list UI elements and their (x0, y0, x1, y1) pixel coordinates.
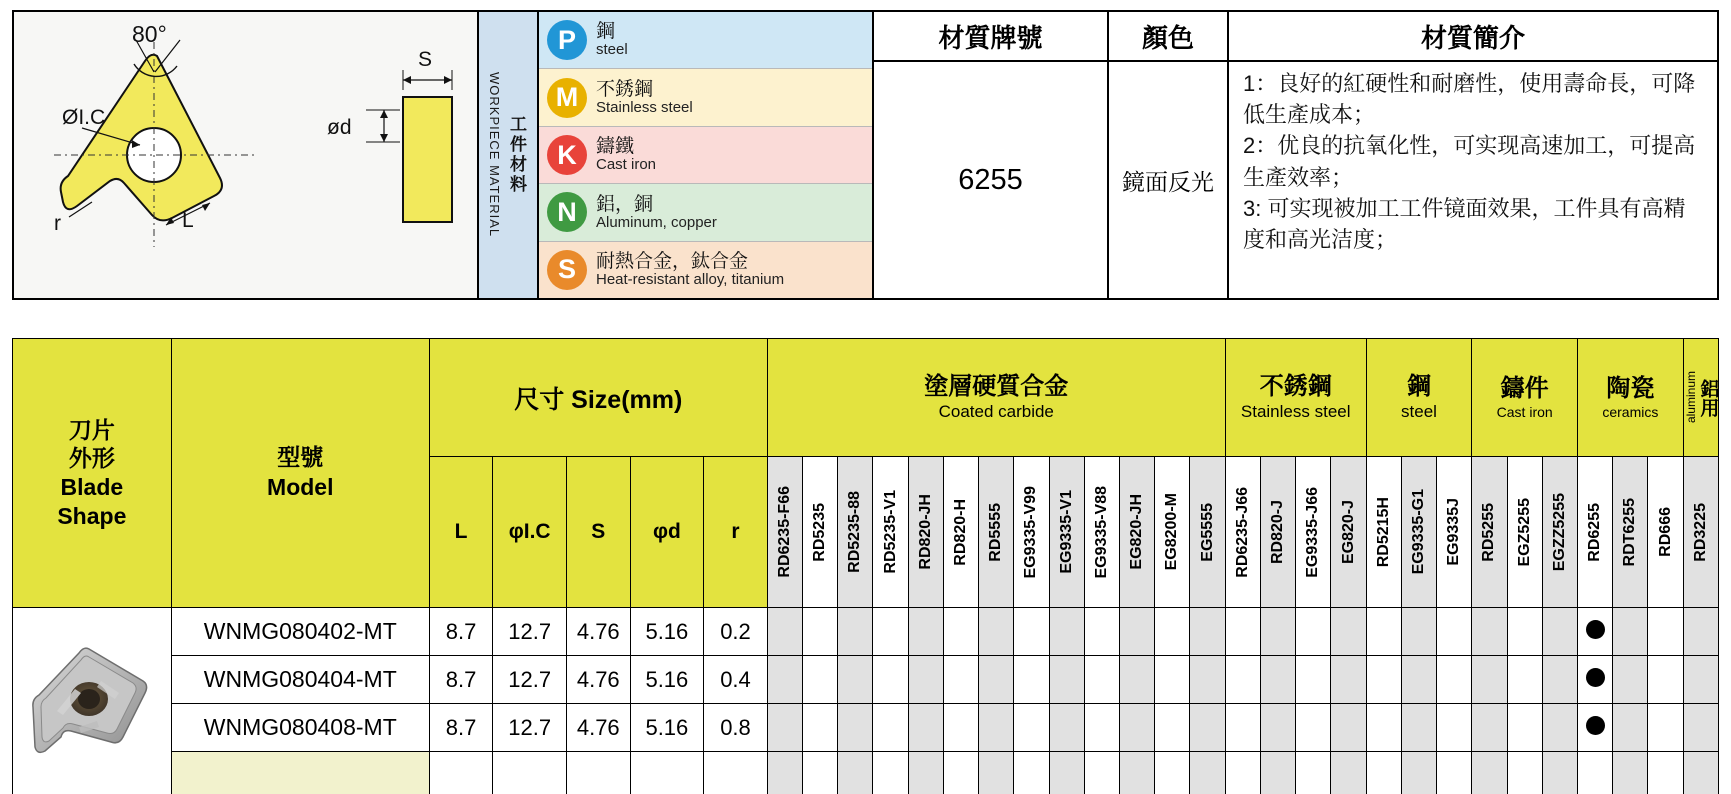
cell-grade-7 (1014, 656, 1049, 704)
cell-grade-3 (873, 608, 908, 656)
cell-grade-21-empty (1507, 752, 1542, 794)
cell-grade-6 (979, 704, 1014, 752)
cell-grade-16-empty (1331, 752, 1366, 794)
cell-grade-12 (1190, 704, 1225, 752)
blade-shape-cn2: 外形 (68, 445, 115, 472)
material-cn-p: 鋼 (596, 21, 616, 43)
cell-grade-20 (1472, 704, 1507, 752)
cell-l: 8.7 (429, 656, 492, 704)
cell-r: 0.8 (704, 704, 768, 752)
cell-grade-1-empty (802, 752, 837, 794)
grade-value: 6255 (958, 163, 1023, 196)
material-cn-n: 鋁，銅 (596, 193, 654, 215)
cell-model: WNMG080404-MT (171, 656, 429, 704)
cell-d: 5.16 (630, 704, 704, 752)
cell-grade-8 (1049, 656, 1084, 704)
material-code-p: P (547, 20, 587, 60)
cell-grade-16 (1331, 656, 1366, 704)
cell-grade-17 (1366, 656, 1401, 704)
header-grade-3: RD5235-V1 (873, 457, 908, 608)
cell-grade-10 (1119, 608, 1154, 656)
material-row-k (539, 127, 872, 184)
header-group-ceramics (1578, 339, 1684, 457)
cell-d: 5.16 (630, 608, 704, 656)
cell-model-empty (171, 752, 429, 794)
cell-l: 8.7 (429, 608, 492, 656)
header-grade-24: RDT6255 (1613, 457, 1648, 608)
cell-grade-23-empty (1578, 752, 1613, 794)
blade-shape-en1: Blade (60, 474, 124, 500)
cell-grade-11 (1155, 704, 1190, 752)
header-grade-19: EG9335J (1437, 457, 1472, 608)
cell-grade-6 (979, 656, 1014, 704)
cell-grade-13 (1225, 608, 1260, 656)
size-label: 尺寸 Size(mm) (514, 385, 683, 414)
cell-grade-15-empty (1296, 752, 1331, 794)
group-steel-en: steel (1401, 401, 1437, 421)
material-en-s: Heat-resistant alloy, titanium (596, 270, 785, 288)
header-size-l: L (429, 457, 492, 608)
cell-grade-7 (1014, 608, 1049, 656)
cell-grade-1 (802, 608, 837, 656)
table-row (13, 656, 1719, 704)
cell-ic: 12.7 (493, 656, 567, 704)
cell-grade-23 (1578, 656, 1613, 704)
cell-d: 5.16 (630, 656, 704, 704)
cell-grade-19 (1437, 656, 1472, 704)
group-stainless-cn: 不銹鋼 (1259, 372, 1332, 400)
cell-grade-17 (1366, 704, 1401, 752)
description-column (1229, 12, 1717, 298)
cell-r-empty (704, 752, 768, 794)
cell-grade-2 (838, 704, 873, 752)
cell-grade-23 (1578, 608, 1613, 656)
cell-grade-3 (873, 656, 908, 704)
cell-grade-11 (1155, 656, 1190, 704)
description-header: 材質簡介 (1229, 12, 1717, 62)
header-group-steel (1366, 339, 1472, 457)
cell-grade-12 (1190, 608, 1225, 656)
header-grade-18: EG9335-G1 (1401, 457, 1436, 608)
cell-grade-2 (838, 608, 873, 656)
cell-ic: 12.7 (493, 704, 567, 752)
cell-grade-25 (1648, 608, 1683, 656)
workpiece-material-en: WORKPIECE MATERIAL (487, 72, 502, 238)
model-en: Model (267, 474, 334, 500)
angle-label: 80° (132, 21, 167, 47)
cell-grade-22 (1542, 608, 1577, 656)
header-grade-12: EG5555 (1190, 457, 1225, 608)
cell-grade-21 (1507, 656, 1542, 704)
model-cn: 型號 (277, 444, 324, 471)
material-en-k: Cast iron (596, 156, 657, 174)
cell-grade-24 (1613, 608, 1648, 656)
group-steel-cn: 鋼 (1406, 372, 1431, 400)
header-grade-10: EG820-JH (1119, 457, 1154, 608)
group-coated-carbide-en: Coated carbide (938, 401, 1054, 421)
header-grade-1: RD5235 (802, 457, 837, 608)
workpiece-material-cn: 工件材料 (507, 115, 526, 195)
cell-grade-13 (1225, 704, 1260, 752)
cell-grade-6 (979, 608, 1014, 656)
description-body (1229, 62, 1717, 298)
cell-grade-0 (767, 608, 802, 656)
cell-grade-15 (1296, 704, 1331, 752)
cell-grade-0 (767, 704, 802, 752)
header-grade-0: RD6235-F66 (767, 457, 802, 608)
availability-dot (1586, 716, 1605, 735)
material-cn-k: 鑄鐵 (596, 136, 635, 158)
cell-grade-18 (1401, 656, 1436, 704)
cell-grade-4-empty (908, 752, 943, 794)
cell-grade-15 (1296, 656, 1331, 704)
cell-grade-17 (1366, 608, 1401, 656)
cell-s: 4.76 (567, 656, 630, 704)
header-grade-16: EG820-J (1331, 457, 1366, 608)
cell-grade-21 (1507, 704, 1542, 752)
material-cn-s: 耐熱合金，鈦合金 (596, 250, 749, 272)
cell-grade-19-empty (1437, 752, 1472, 794)
material-code-n: N (547, 192, 587, 232)
l-label: L (182, 209, 194, 232)
cell-grade-0 (767, 656, 802, 704)
cell-s: 4.76 (567, 704, 630, 752)
cell-grade-20 (1472, 656, 1507, 704)
cell-grade-5 (943, 656, 978, 704)
cell-grade-8-empty (1049, 752, 1084, 794)
cell-grade-18 (1401, 704, 1436, 752)
header-grade-2: RD5235-88 (838, 457, 873, 608)
header-grade-15: EG9335-J66 (1296, 457, 1331, 608)
cell-grade-15 (1296, 608, 1331, 656)
header-size-r: r (704, 457, 768, 608)
header-size (429, 339, 767, 457)
material-code-k: K (547, 135, 587, 175)
header-grade-13: RD6235-J66 (1225, 457, 1260, 608)
material-en-m: Stainless steel (596, 98, 693, 116)
ic-label: ØI.C (62, 106, 106, 129)
group-ceramics-en: ceramics (1602, 403, 1659, 420)
product-table-wrapper (12, 338, 1719, 794)
header-grade-5: RD820-H (943, 457, 978, 608)
material-en-n: Aluminum, copper (596, 213, 717, 231)
top-info-block (12, 10, 1719, 300)
header-grade-14: RD820-J (1260, 457, 1295, 608)
cell-grade-9 (1084, 656, 1119, 704)
blade-shape-cn1: 刀片 (68, 416, 115, 443)
cell-grade-4 (908, 608, 943, 656)
cell-grade-11-empty (1155, 752, 1190, 794)
group-cast-iron-en: Cast iron (1496, 403, 1553, 420)
availability-dot (1586, 668, 1605, 687)
cell-grade-6-empty (979, 752, 1014, 794)
cell-grade-26 (1683, 704, 1718, 752)
material-code-m: M (547, 78, 587, 118)
cell-grade-22 (1542, 656, 1577, 704)
cell-grade-8 (1049, 608, 1084, 656)
header-group-stainless (1225, 339, 1366, 457)
cell-grade-9-empty (1084, 752, 1119, 794)
cell-r: 0.2 (704, 608, 768, 656)
cell-grade-23 (1578, 704, 1613, 752)
header-grade-9: EG9335-V88 (1084, 457, 1119, 608)
cell-grade-11 (1155, 608, 1190, 656)
header-grade-4: RD820-JH (908, 457, 943, 608)
color-header: 顏色 (1109, 12, 1227, 62)
cell-ic-empty (493, 752, 567, 794)
header-size-ic: φI.C (493, 457, 567, 608)
cell-grade-5 (943, 608, 978, 656)
material-code-s: S (547, 250, 587, 290)
cell-grade-0-empty (767, 752, 802, 794)
grade-header: 材質牌號 (874, 12, 1107, 62)
cell-grade-2 (838, 656, 873, 704)
table-row (13, 608, 1719, 656)
group-cast-iron-cn: 鑄件 (1500, 374, 1549, 402)
cell-grade-12 (1190, 656, 1225, 704)
cell-grade-7 (1014, 704, 1049, 752)
table-row-empty (13, 752, 1719, 794)
description-line-3: 3: 可实现被加工工件镜面效果，工件具有高精度和高光洁度； (1243, 195, 1686, 253)
cell-grade-25 (1648, 704, 1683, 752)
cell-grade-22-empty (1542, 752, 1577, 794)
cell-grade-9 (1084, 608, 1119, 656)
material-class-list (539, 12, 874, 298)
cell-grade-1 (802, 704, 837, 752)
cell-grade-1 (802, 656, 837, 704)
header-model (171, 339, 429, 608)
group-stainless-en: Stainless steel (1240, 401, 1351, 421)
header-group-coated-carbide (767, 339, 1225, 457)
cell-grade-10 (1119, 656, 1154, 704)
header-grade-26: RD3225 (1683, 457, 1718, 608)
cell-grade-26 (1683, 608, 1718, 656)
group-aluminum-cn: 鋁用 (1697, 378, 1719, 417)
header-grade-21: EGZ5255 (1507, 457, 1542, 608)
color-column (1109, 12, 1229, 298)
blade-shape-en2: Shape (57, 502, 127, 529)
cell-ic: 12.7 (493, 608, 567, 656)
cell-l: 8.7 (429, 704, 492, 752)
blade-image (13, 608, 172, 794)
cell-grade-19 (1437, 704, 1472, 752)
cell-grade-4 (908, 704, 943, 752)
header-blade-shape (13, 339, 172, 608)
blade-photo-svg (27, 641, 157, 761)
cell-d-empty (630, 752, 704, 794)
header-grade-23: RD6255 (1578, 457, 1613, 608)
material-row-n (539, 184, 872, 241)
cell-grade-3 (873, 704, 908, 752)
cell-grade-25-empty (1648, 752, 1683, 794)
material-row-s (539, 242, 872, 298)
cell-grade-26 (1683, 656, 1718, 704)
header-grade-6: RD5555 (979, 457, 1014, 608)
cell-grade-22 (1542, 704, 1577, 752)
table-row (13, 704, 1719, 752)
cell-grade-24 (1613, 656, 1648, 704)
cell-grade-24 (1613, 704, 1648, 752)
insert-diagram (14, 12, 479, 298)
header-group-aluminum (1683, 339, 1718, 457)
cell-grade-13 (1225, 656, 1260, 704)
cell-grade-12-empty (1190, 752, 1225, 794)
cell-grade-8 (1049, 704, 1084, 752)
cell-s-empty (567, 752, 630, 794)
header-grade-25: RD666 (1648, 457, 1683, 608)
product-table (12, 338, 1719, 794)
cell-grade-26-empty (1683, 752, 1718, 794)
cell-grade-16 (1331, 608, 1366, 656)
header-grade-20: RD5255 (1472, 457, 1507, 608)
availability-dot (1586, 620, 1605, 639)
d-label: ød (327, 116, 352, 139)
grade-column (874, 12, 1109, 298)
cell-l-empty (429, 752, 492, 794)
material-row-m (539, 69, 872, 126)
cell-grade-20-empty (1472, 752, 1507, 794)
cell-r: 0.4 (704, 656, 768, 704)
cell-grade-20 (1472, 608, 1507, 656)
cell-grade-5-empty (943, 752, 978, 794)
group-coated-carbide-cn: 塗層硬質合金 (924, 372, 1069, 400)
group-ceramics-cn: 陶瓷 (1606, 374, 1655, 402)
cell-grade-18 (1401, 608, 1436, 656)
description-line-2: 2：优良的抗氧化性，可实现高速加工，可提高生產效率； (1243, 133, 1696, 190)
header-grade-8: EG9335-V1 (1049, 457, 1084, 608)
cell-grade-25 (1648, 656, 1683, 704)
color-value: 鏡面反光 (1122, 168, 1214, 195)
group-aluminum-en: aluminum (1684, 371, 1699, 424)
cell-grade-14 (1260, 608, 1295, 656)
cell-grade-16 (1331, 704, 1366, 752)
cell-grade-17-empty (1366, 752, 1401, 794)
cell-grade-14-empty (1260, 752, 1295, 794)
cell-grade-21 (1507, 608, 1542, 656)
cell-grade-19 (1437, 608, 1472, 656)
header-group-cast-iron (1472, 339, 1578, 457)
cell-s: 4.76 (567, 608, 630, 656)
material-en-p: steel (596, 41, 628, 59)
cell-grade-13-empty (1225, 752, 1260, 794)
cell-grade-4 (908, 656, 943, 704)
cell-grade-18-empty (1401, 752, 1436, 794)
r-label: r (54, 212, 61, 235)
cell-grade-24-empty (1613, 752, 1648, 794)
cell-grade-14 (1260, 656, 1295, 704)
s-label: S (418, 48, 433, 71)
header-grade-22: EGZZ5255 (1542, 457, 1577, 608)
header-grade-7: EG9335-V99 (1014, 457, 1049, 608)
header-grade-17: RD5215H (1366, 457, 1401, 608)
cell-model: WNMG080402-MT (171, 608, 429, 656)
cell-model: WNMG080408-MT (171, 704, 429, 752)
workpiece-material-label (479, 12, 539, 298)
cell-grade-3-empty (873, 752, 908, 794)
cell-grade-9 (1084, 704, 1119, 752)
cell-grade-10-empty (1119, 752, 1154, 794)
material-cn-m: 不銹鋼 (596, 78, 654, 100)
cell-grade-7-empty (1014, 752, 1049, 794)
cell-grade-2-empty (838, 752, 873, 794)
diagram-svg (14, 12, 477, 298)
header-grade-11: EG8200-M (1155, 457, 1190, 608)
material-row-p (539, 12, 872, 69)
header-size-d: φd (630, 457, 704, 608)
cell-grade-10 (1119, 704, 1154, 752)
cell-grade-14 (1260, 704, 1295, 752)
header-size-s: S (567, 457, 630, 608)
description-line-1: 1：良好的紅硬性和耐磨性，使用壽命長，可降低生產成本； (1243, 71, 1696, 128)
cell-grade-5 (943, 704, 978, 752)
